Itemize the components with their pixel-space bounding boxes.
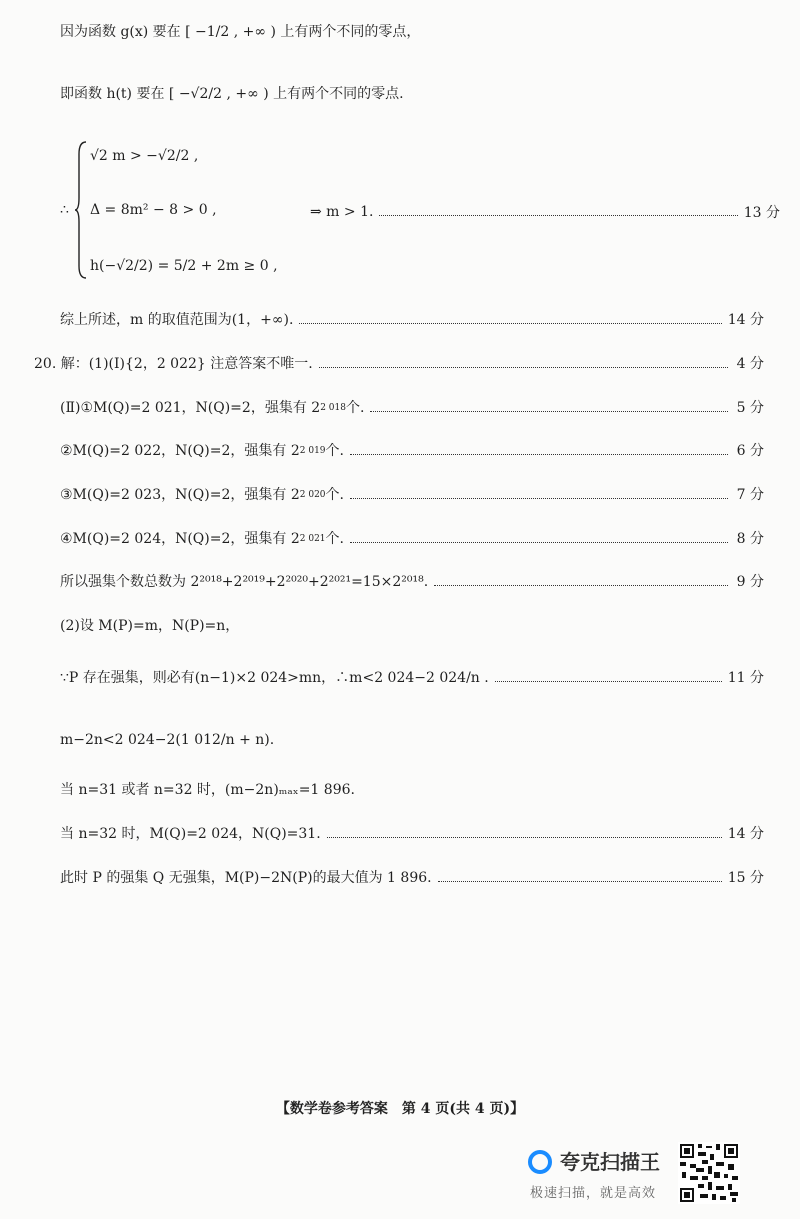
system-conclusion: ⇒ m > 1. <box>310 204 374 220</box>
leader-dots <box>370 411 728 412</box>
q20-line-10 <box>60 780 764 800</box>
leader-dots <box>350 454 728 455</box>
scanner-watermark <box>526 1142 776 1208</box>
q20-text-1: 20. 解：(1)(Ⅰ){2，2 022} 注意答案不唯一. <box>34 356 313 372</box>
q20-score-3: 6 分 <box>736 443 764 459</box>
therefore-symbol: ∴ <box>60 202 69 218</box>
q20-score-11: 14 分 <box>727 826 764 842</box>
q20-line-12 <box>60 868 764 888</box>
page-footer: 【数学卷参考答案 第 4 页(共 4 页)】 <box>275 1101 525 1117</box>
leader-dots <box>350 542 728 543</box>
q20-score-1: 4 分 <box>736 356 764 372</box>
intro-text-2: 即函数 h(t) 要在 [ −√2/2 , +∞ ) 上有两个不同的零点. <box>60 86 404 102</box>
q20-text-8: ∵P 存在强集，则必有(n−1)×2 024>mn，∴m<2 024−2 024/n . <box>60 670 489 686</box>
left-brace-icon <box>74 140 88 280</box>
leader-dots <box>327 837 722 838</box>
score-13: 13 分 <box>743 205 780 221</box>
scanner-slogan: 极速扫描，就是高效 <box>530 1186 657 1201</box>
intro-text-1: 因为函数 g(x) 要在 [ −1/2 , +∞ ) 上有两个不同的零点， <box>60 24 421 40</box>
leader-dots <box>319 367 728 368</box>
q20-line-8 <box>60 668 764 688</box>
q20-text-5: ④M(Q)=2 024，N(Q)=2，强集有 2 <box>60 531 300 547</box>
system-conclusion-line <box>310 202 780 222</box>
leader-dots <box>438 881 722 882</box>
summary-text: 综上所述，m 的取值范围为(1，+∞). <box>60 312 294 328</box>
q20-score-8: 11 分 <box>727 670 764 686</box>
case-2: Δ = 8m² − 8 > 0 , <box>90 202 217 218</box>
q20-text-12: 此时 P 的强集 Q 无强集，M(P)−2N(P)的最大值为 1 896. <box>60 870 432 886</box>
q20-score-5: 8 分 <box>736 531 764 547</box>
q20-text-11: 当 n=32 时，M(Q)=2 024，N(Q)=31. <box>60 826 321 842</box>
q20-sup-2: 2 018 <box>320 403 346 413</box>
q20-line-11 <box>60 824 764 844</box>
q20-text-7: (2)设 M(P)=m，N(P)=n， <box>60 618 240 634</box>
q20-after-2: 个. <box>345 400 365 416</box>
case-1: √2 m > −√2/2 , <box>90 148 199 164</box>
score-14: 14 分 <box>727 312 764 328</box>
q20-sup-4: 2 020 <box>299 490 326 500</box>
scanner-logo-icon <box>528 1150 552 1174</box>
q20-text-9: m−2n<2 024−2(1 012/n + n). <box>60 732 275 748</box>
q20-text-3: ②M(Q)=2 022，N(Q)=2，强集有 2 <box>60 443 300 459</box>
leader-dots <box>379 215 737 216</box>
q20-after-4: 个. <box>325 487 344 503</box>
summary-line <box>60 310 764 330</box>
q20-after-3: 个. <box>325 443 344 459</box>
leader-dots <box>434 585 728 586</box>
q20-score-2: 5 分 <box>736 400 764 416</box>
q20-line-7 <box>60 616 764 636</box>
q20-line-9 <box>60 730 764 750</box>
q20-text-2: (Ⅱ)①M(Q)=2 021，N(Q)=2，强集有 2 <box>60 400 321 416</box>
q20-text-4: ③M(Q)=2 023，N(Q)=2，强集有 2 <box>60 487 300 503</box>
q20-score-12: 15 分 <box>727 870 764 886</box>
q20-after-5: 个. <box>325 531 344 547</box>
q20-text-6: 所以强集个数总数为 2²⁰¹⁸+2²⁰¹⁹+2²⁰²⁰+2²⁰²¹=15×2²⁰¹⁸. <box>60 574 429 590</box>
q20-line-1 <box>34 354 764 374</box>
inequality-system <box>60 140 780 280</box>
q20-line-4 <box>60 485 764 505</box>
scanner-name: 夸克扫描王 <box>560 1150 660 1174</box>
q20-line-5 <box>60 529 764 549</box>
intro-line-1 <box>60 22 764 42</box>
q20-line-2 <box>60 398 764 418</box>
case-3: h(−√2/2) = 5/2 + 2m ≥ 0 , <box>90 258 278 274</box>
q20-line-6 <box>60 572 764 592</box>
q20-text-10: 当 n=31 或者 n=32 时，(m−2n)ₘₐₓ=1 896. <box>60 782 355 798</box>
leader-dots <box>299 323 721 324</box>
leader-dots <box>495 681 722 682</box>
q20-line-3 <box>60 441 764 461</box>
qr-code-icon <box>678 1142 740 1204</box>
intro-line-2 <box>60 84 764 104</box>
q20-score-6: 9 分 <box>736 574 764 590</box>
q20-score-4: 7 分 <box>736 487 764 503</box>
q20-sup-5: 2 021 <box>299 534 326 544</box>
leader-dots <box>350 498 728 499</box>
q20-sup-3: 2 019 <box>299 446 326 456</box>
